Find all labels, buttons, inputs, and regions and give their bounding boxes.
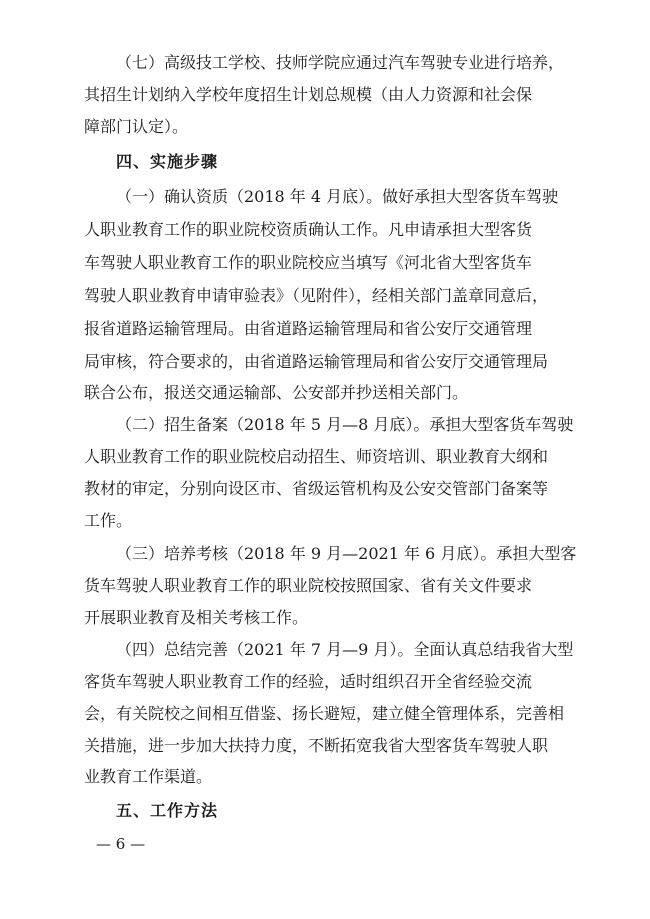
step-2-line-1: （二）招生备案（2018 年 5 月—8 月底）。承担大型客货车驾驶: [116, 415, 574, 434]
step-3-line-1: （三）培养考核（2018 年 9 月—2021 年 6 月底）。承担大型客: [116, 544, 577, 563]
page-number: — 6 —: [96, 835, 146, 853]
step-1-line-2: 人职业教育工作的职业院校资质确认工作。凡申请承担大型客货: [84, 220, 533, 239]
step-3-line-2: 货车驾驶人职业教育工作的职业院校按照国家、省有关文件要求: [84, 576, 533, 595]
step-1-line-4: 驾驶人职业教育申请审验表》（见附件），经相关部门盖章同意后，: [84, 286, 549, 305]
step-4-line-4: 关措施，进一步加大扶持力度，不断拓宽我省大型客货车驾驶人职: [84, 736, 549, 755]
step-4-line-2: 客货车驾驶人职业教育工作的经验，适时组织召开全省经验交流: [84, 672, 533, 691]
step-2-line-3: 教材的审定，分别向设区市、省级运管机构及公安交管部门备案等: [84, 479, 549, 498]
step-1-line-1: （一）确认资质（2018 年 4 月底）。做好承担大型客货车驾驶: [116, 187, 559, 206]
paragraph-7-line-1: （七）高级技工学校、技师学院应通过汽车驾驶专业进行培养，: [116, 53, 565, 72]
paragraph-7-line-3: 障部门认定）。: [84, 117, 189, 136]
step-4-line-1: （四）总结完善（2021 年 7 月—9 月）。全面认真总结我省大型: [116, 640, 574, 659]
step-4-line-3: 会，有关院校之间相互借鉴、扬长避短，建立健全管理体系，完善相: [84, 704, 565, 723]
step-2-line-4: 工作。: [84, 511, 133, 530]
step-2-line-2: 人职业教育工作的职业院校启动招生、师资培训、职业教育大纲和: [84, 447, 549, 466]
section-heading-5: 五、工作方法: [116, 801, 219, 820]
step-1-line-5: 报省道路运输管理局。由省道路运输管理局和省公安厅交通管理: [84, 319, 533, 338]
step-4-line-5: 业教育工作渠道。: [84, 767, 213, 786]
paragraph-7-line-2: 其招生计划纳入学校年度招生计划总规模（由人力资源和社会保: [84, 85, 533, 104]
step-1-line-6: 局审核，符合要求的，由省道路运输管理局和省公安厅交通管理局: [84, 352, 549, 371]
step-3-line-3: 开展职业教育及相关考核工作。: [84, 608, 309, 627]
step-1-line-3: 车驾驶人职业教育工作的职业院校应当填写《河北省大型客货车: [84, 253, 533, 272]
step-1-line-7: 联合公布，报送交通运输部、公安部并抄送相关部门。: [84, 383, 469, 402]
section-heading-4: 四、实施步骤: [116, 152, 219, 171]
